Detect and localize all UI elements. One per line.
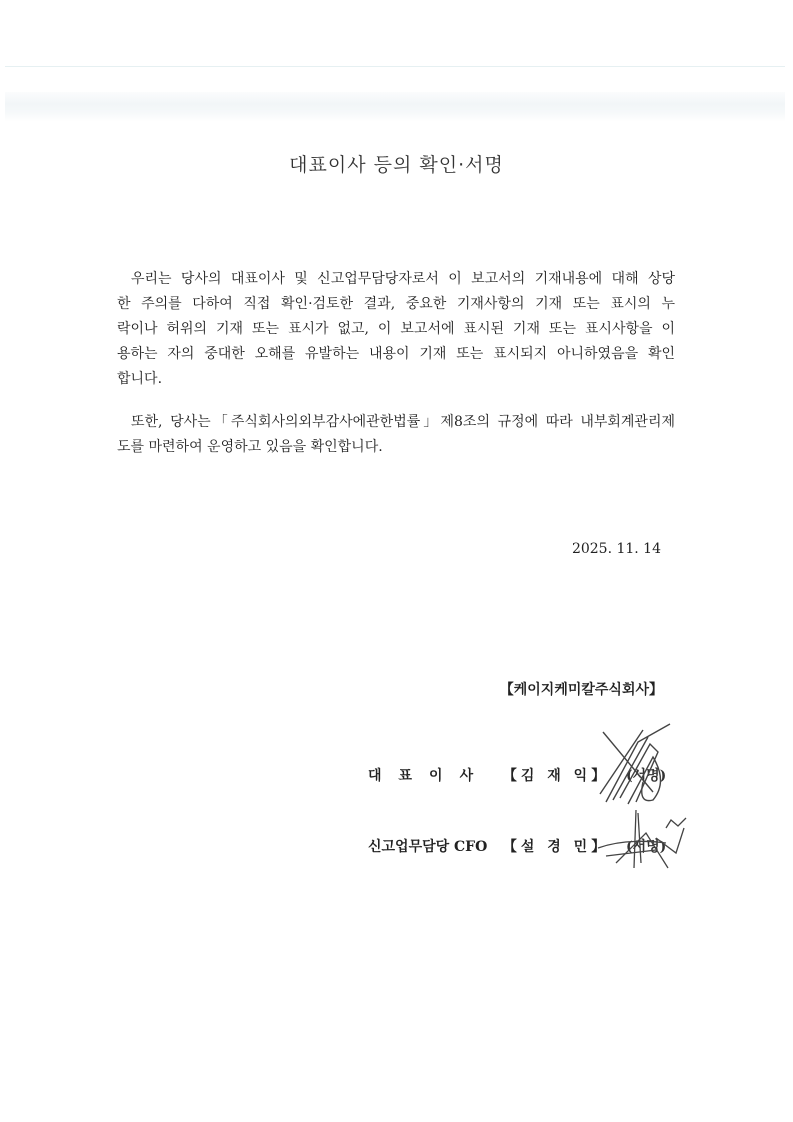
confirmation-paragraph xyxy=(117,267,675,392)
signature-label: (서명) xyxy=(626,768,667,784)
document-date: 2025. 11. 14 xyxy=(571,541,661,557)
signer-row-ceo xyxy=(368,765,610,785)
signer-name: 【설 경 민】 xyxy=(502,839,610,855)
document-title: 대표이사 등의 확인·서명 xyxy=(289,154,504,176)
signer-name: 【김 재 익】 xyxy=(502,768,610,784)
signature-cfo xyxy=(596,808,691,878)
paragraph-line: 락이나 허위의 기재 또는 표시가 없고, 이 보고서에 표시된 기재 또는 표시사항을 이 xyxy=(117,321,675,337)
paragraph-line: 도를 마련하여 운영하고 있음을 확인합니다. xyxy=(117,439,383,455)
paragraph-line: 용하는 자의 중대한 오해를 유발하는 내용이 기재 또는 표시되지 아니하였음을 확인 xyxy=(117,346,675,362)
signer-role: 대표이사 xyxy=(368,768,491,784)
signer-role: 신고업무담당 CFO xyxy=(368,839,488,855)
paragraph-line: 합니다. xyxy=(117,371,163,387)
signature-label: (서명) xyxy=(626,839,667,855)
paragraph-line: 우리는 당사의 대표이사 및 신고업무담당자로서 이 보고서의 기재내용에 대해 상당 xyxy=(131,271,675,287)
scan-artifact xyxy=(5,92,785,122)
signature-ceo xyxy=(598,722,678,807)
scan-artifact xyxy=(5,66,785,67)
paragraph-line: 한 주의를 다하여 직접 확인·검토한 결과, 중요한 기재사항의 기재 또는 표시의 누 xyxy=(117,296,675,312)
internal-control-paragraph xyxy=(117,410,675,460)
signer-row-cfo xyxy=(368,836,610,856)
paragraph-line: 또한, 당사는「주식회사의외부감사에관한법률」제8조의 규정에 따라 내부회계관리제 xyxy=(131,414,675,430)
company-name: 【케이지케미칼주식회사】 xyxy=(499,682,663,698)
